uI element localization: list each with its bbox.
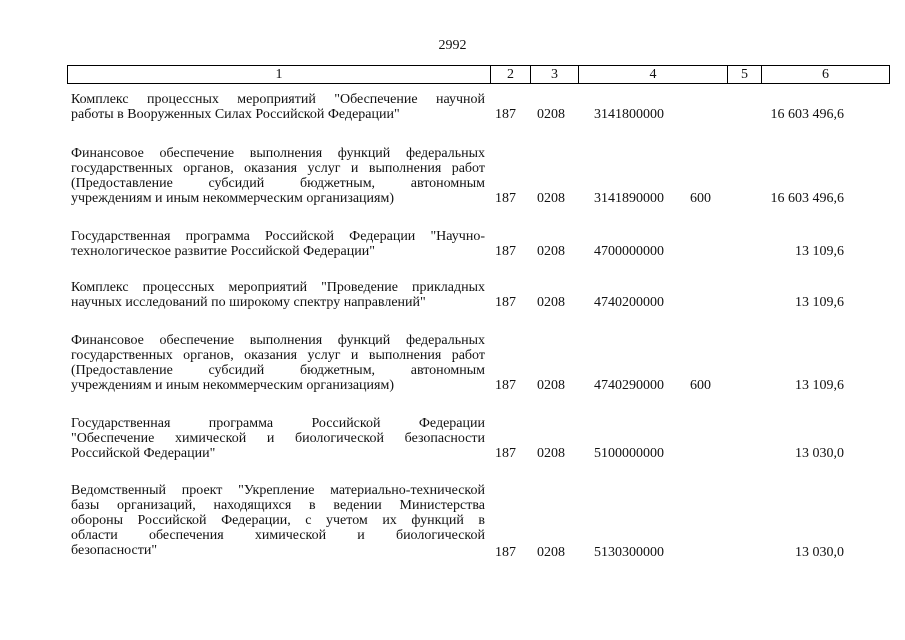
description-line: государственных органов, оказания услуг и выполнения работ bbox=[71, 161, 485, 176]
admin-code: 187 bbox=[495, 545, 516, 560]
table-row bbox=[0, 416, 905, 461]
column-header-4: 4 bbox=[579, 66, 728, 84]
amount: 13 030,0 bbox=[795, 545, 844, 560]
target-article-code: 3141890000 bbox=[594, 191, 664, 206]
description-line: Государственная программа Российской Федерации "Научно- bbox=[71, 229, 485, 244]
description-line: технологическое развитие Российской Федерации" bbox=[71, 244, 375, 259]
table-row bbox=[0, 146, 905, 206]
admin-code: 187 bbox=[495, 107, 516, 122]
table-row bbox=[0, 280, 905, 310]
column-header-5: 5 bbox=[728, 66, 762, 84]
admin-code: 187 bbox=[495, 244, 516, 259]
target-article-code: 4740200000 bbox=[594, 295, 664, 310]
amount: 13 109,6 bbox=[795, 295, 844, 310]
description-line: (Предоставление субсидий бюджетным, автономным bbox=[71, 363, 485, 378]
section-code: 0208 bbox=[537, 545, 565, 560]
amount: 13 109,6 bbox=[795, 378, 844, 393]
row-description bbox=[71, 146, 485, 206]
description-line: научных исследований по широкому спектру направлений" bbox=[71, 295, 426, 310]
section-code: 0208 bbox=[537, 244, 565, 259]
target-article-code: 4740290000 bbox=[594, 378, 664, 393]
description-line: области обеспечения химической и биологической bbox=[71, 528, 485, 543]
description-line: безопасности" bbox=[71, 543, 158, 558]
page-number: 2992 bbox=[438, 38, 467, 53]
row-description bbox=[71, 333, 485, 393]
table-row bbox=[0, 333, 905, 393]
amount: 16 603 496,6 bbox=[770, 107, 844, 122]
description-line: Финансовое обеспечение выполнения функций федеральных bbox=[71, 333, 485, 348]
target-article-code: 5100000000 bbox=[594, 446, 664, 461]
section-code: 0208 bbox=[537, 107, 565, 122]
description-line: (Предоставление субсидий бюджетным, автономным bbox=[71, 176, 485, 191]
section-code: 0208 bbox=[537, 378, 565, 393]
description-line: "Обеспечение химической и биологической безопасности bbox=[71, 431, 485, 446]
table-row bbox=[0, 92, 905, 122]
row-description bbox=[71, 416, 485, 461]
expense-type-code: 600 bbox=[690, 191, 711, 206]
description-line: работы в Вооруженных Силах Российской Федерации" bbox=[71, 107, 400, 122]
amount: 13 109,6 bbox=[795, 244, 844, 259]
column-header-6: 6 bbox=[762, 66, 890, 84]
admin-code: 187 bbox=[495, 378, 516, 393]
description-line: базы организаций, находящихся в ведении Министерства bbox=[71, 498, 485, 513]
table-row bbox=[0, 483, 905, 560]
amount: 16 603 496,6 bbox=[770, 191, 844, 206]
admin-code: 187 bbox=[495, 191, 516, 206]
row-description bbox=[71, 92, 485, 122]
target-article-code: 3141800000 bbox=[594, 107, 664, 122]
section-code: 0208 bbox=[537, 446, 565, 461]
description-line: обороны Российской Федерации, с учетом их функций в bbox=[71, 513, 485, 528]
admin-code: 187 bbox=[495, 295, 516, 310]
admin-code: 187 bbox=[495, 446, 516, 461]
expense-type-code: 600 bbox=[690, 378, 711, 393]
description-line: учреждениям и иным некоммерческим организациям) bbox=[71, 378, 395, 393]
column-header-table bbox=[67, 65, 890, 84]
section-code: 0208 bbox=[537, 191, 565, 206]
column-header-1: 1 bbox=[68, 66, 491, 84]
description-line: учреждениям и иным некоммерческим организациям) bbox=[71, 191, 395, 206]
description-line: Комплекс процессных мероприятий "Проведение прикладных bbox=[71, 280, 485, 295]
amount: 13 030,0 bbox=[795, 446, 844, 461]
description-line: государственных органов, оказания услуг и выполнения работ bbox=[71, 348, 485, 363]
description-line: Комплекс процессных мероприятий "Обеспечение научной bbox=[71, 92, 485, 107]
row-description bbox=[71, 229, 485, 259]
description-line: Государственная программа Российской Федерации bbox=[71, 416, 485, 431]
row-description bbox=[71, 483, 485, 558]
target-article-code: 5130300000 bbox=[594, 545, 664, 560]
target-article-code: 4700000000 bbox=[594, 244, 664, 259]
section-code: 0208 bbox=[537, 295, 565, 310]
row-description bbox=[71, 280, 485, 310]
column-header-2: 2 bbox=[491, 66, 531, 84]
table-row bbox=[0, 229, 905, 259]
description-line: Финансовое обеспечение выполнения функций федеральных bbox=[71, 146, 485, 161]
column-header-3: 3 bbox=[531, 66, 579, 84]
description-line: Ведомственный проект "Укрепление материально-технической bbox=[71, 483, 485, 498]
description-line: Российской Федерации" bbox=[71, 446, 216, 461]
